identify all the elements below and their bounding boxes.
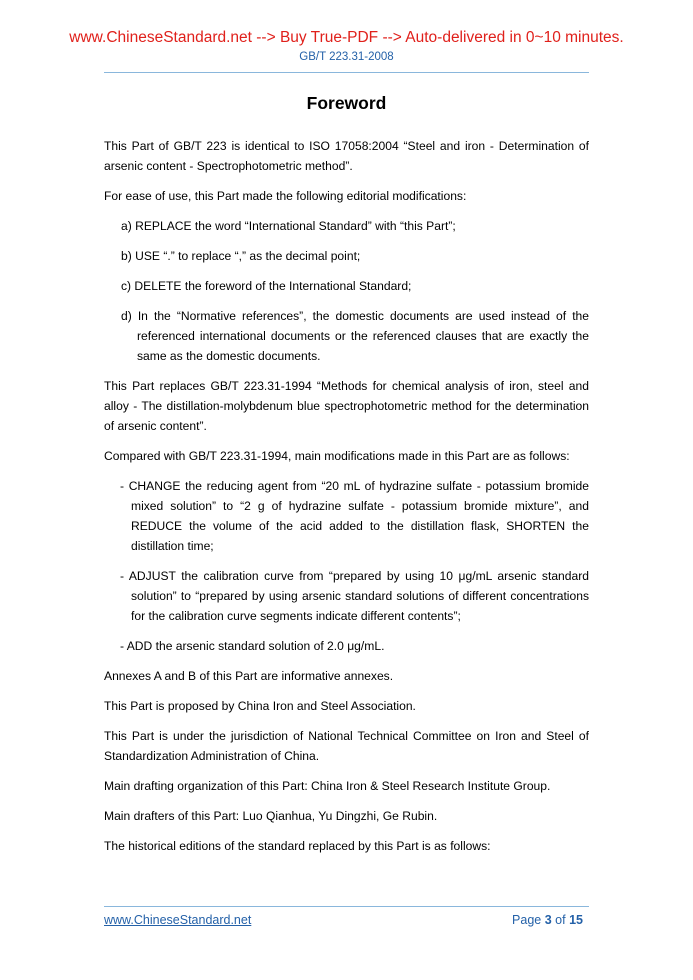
list-item-b: b) USE “.” to replace “,” as the decimal point; bbox=[121, 249, 361, 263]
change-item-reducing-agent: - CHANGE the reducing agent from “20 mL of hydrazine sulfate - potassium bromide mixed solution” to “2 g of hydrazine sulfate - potassium bromide mixture”, and REDUCE the volume of the acid added to the distillation flask, SHORTEN the distillation time; bbox=[120, 479, 589, 553]
change-item-calibration: - ADJUST the calibration curve from “prepared by using 10 μg/mL arsenic standard solution” to “prepared by using arsenic standard solutions of different concentrations for the calibration curve segments indicate different contents”; bbox=[120, 569, 589, 623]
document-body bbox=[104, 136, 589, 866]
page-prefix: Page bbox=[512, 913, 542, 927]
page-total: 15 bbox=[569, 913, 583, 927]
page-number bbox=[512, 912, 583, 928]
paragraph-drafters: Main drafters of this Part: Luo Qianhua, Yu Dingzhi, Ge Rubin. bbox=[104, 809, 438, 823]
paragraph-modifications-intro: For ease of use, this Part made the following editorial modifications: bbox=[104, 189, 467, 203]
promo-banner[interactable]: www.ChineseStandard.net --> Buy True-PDF --> Auto-delivered in 0~10 minutes. bbox=[69, 29, 624, 46]
paragraph-annexes: Annexes A and B of this Part are informative annexes. bbox=[104, 669, 394, 683]
paragraph-drafting-org: Main drafting organization of this Part: China Iron & Steel Research Institute Group. bbox=[104, 779, 551, 793]
page-of: of bbox=[555, 913, 566, 927]
page-title: Foreword bbox=[306, 93, 387, 113]
list-item-c: c) DELETE the foreword of the International Standard; bbox=[121, 279, 412, 293]
paragraph-identity: This Part of GB/T 223 is identical to ISO 17058:2004 “Steel and iron - Determination of arsenic content - Spectrophotometric method”. bbox=[104, 139, 589, 173]
list-item-d: d) In the “Normative references”, the domestic documents are used instead of the referenced international documents or the referenced clauses that are exactly the same as the domestic documents. bbox=[121, 309, 589, 363]
footer-divider bbox=[104, 906, 589, 907]
header-divider bbox=[104, 72, 589, 73]
paragraph-proposed-by: This Part is proposed by China Iron and Steel Association. bbox=[104, 699, 416, 713]
page-current: 3 bbox=[544, 913, 552, 927]
change-item-standard-solution: - ADD the arsenic standard solution of 2.0 μg/mL. bbox=[120, 639, 385, 653]
standard-code: GB/T 223.31-2008 bbox=[299, 51, 394, 63]
paragraph-jurisdiction: This Part is under the jurisdiction of National Technical Committee on Iron and Steel of Standardization Administration of China. bbox=[104, 729, 589, 763]
paragraph-replaces: This Part replaces GB/T 223.31-1994 “Methods for chemical analysis of iron, steel and alloy - The distillation-molybdenum blue spectrophotometric method for the determination of arsenic content”. bbox=[104, 379, 589, 433]
paragraph-historical-editions: The historical editions of the standard replaced by this Part is as follows: bbox=[104, 839, 491, 853]
list-item-a: a) REPLACE the word “International Standard” with “this Part”; bbox=[121, 219, 456, 233]
footer-website-link[interactable]: www.ChineseStandard.net bbox=[104, 913, 252, 927]
paragraph-changes-intro: Compared with GB/T 223.31-1994, main modifications made in this Part are as follows: bbox=[104, 449, 570, 463]
